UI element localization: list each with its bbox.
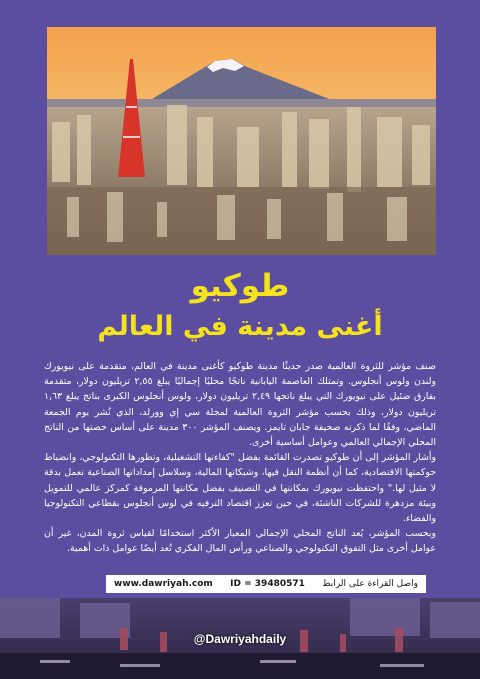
read-more-link-bar[interactable] bbox=[106, 575, 426, 593]
article-body bbox=[44, 359, 436, 557]
article-id: ID = 39480571 bbox=[230, 579, 305, 589]
article-paragraph: صنف مؤشر للثروة العالمية صدر حديثًا مدينة طوكيو كأغنى مدينة في العالم، متقدمة على نيويورك ولندن ولوس أنجلوس. وتمتلك العاصمة اليابانية ناتجًا محليًا إجماليًا يبلغ ٢,٥٥ تريليون دولار، متقدمة بفارق ضئيل على نيويورك التي يبلغ ناتجها ٢,٤٩ تريليون دولار، ولوس أنجلوس الكبرى بناتج يبلغ ١,٦٣ تريليون دولار، وذلك بحسب مؤشر الثروة العالمية لمجلة سي إي وورلد، الذي نُشر يوم الجمعة الماضي، وفقًا لما ذكرته صحيفة جابان تايمز. ويصنف المؤشر ٣٠٠ مدينة على أساس حصتها من الناتج المحلي الإجمالي العالمي وعوامل أساسية أخرى. bbox=[44, 361, 437, 449]
article-paragraph: وبحسب المؤشر، يُعد الناتج المحلي الإجمالي المعيار الأكثر استخدامًا لقياس ثروة المدن، غير أن عوامل أخرى مثل التفوق التكنولوجي والصناعي ورأس المال الفكري تُعد أيضًا عوامل ذات أهمية. bbox=[44, 528, 436, 555]
article-paragraph: وأشار المؤشر إلى أن طوكيو تصدرت القائمة بفضل "كفاءتها التشغيلية، وتطورها التكنولوجي، وانضباط حوكمتها الاقتصادية، كما أن أنظمة النقل فيها، وشبكاتها المالية، وسلاسل إمداداتها الصناعية تعمل بدقة لا مثيل لها." واحتفظت نيويورك بمكانتها في التصنيف بفضل مكانتها المرموقة كمركز عالمي للتمويل وبيئة مزدهرة للشركات الناشئة، في حين تعزز اقتصاد الترفيه في لوس أنجلوس بقطاعي التكنولوجيا والفضاء. bbox=[44, 452, 436, 525]
read-more-label: واصل القراءة على الرابط bbox=[322, 579, 418, 589]
tokyo-skyline-photo bbox=[47, 27, 436, 255]
website-link[interactable]: www.dawriyah.com bbox=[114, 579, 213, 589]
tokyo-skyline-illustration bbox=[47, 27, 436, 255]
article-title: طوكيو bbox=[190, 268, 290, 304]
social-handle[interactable]: @Dawriyahdaily bbox=[193, 632, 287, 646]
article-subtitle: أغنى مدينة في العالم bbox=[97, 311, 383, 342]
